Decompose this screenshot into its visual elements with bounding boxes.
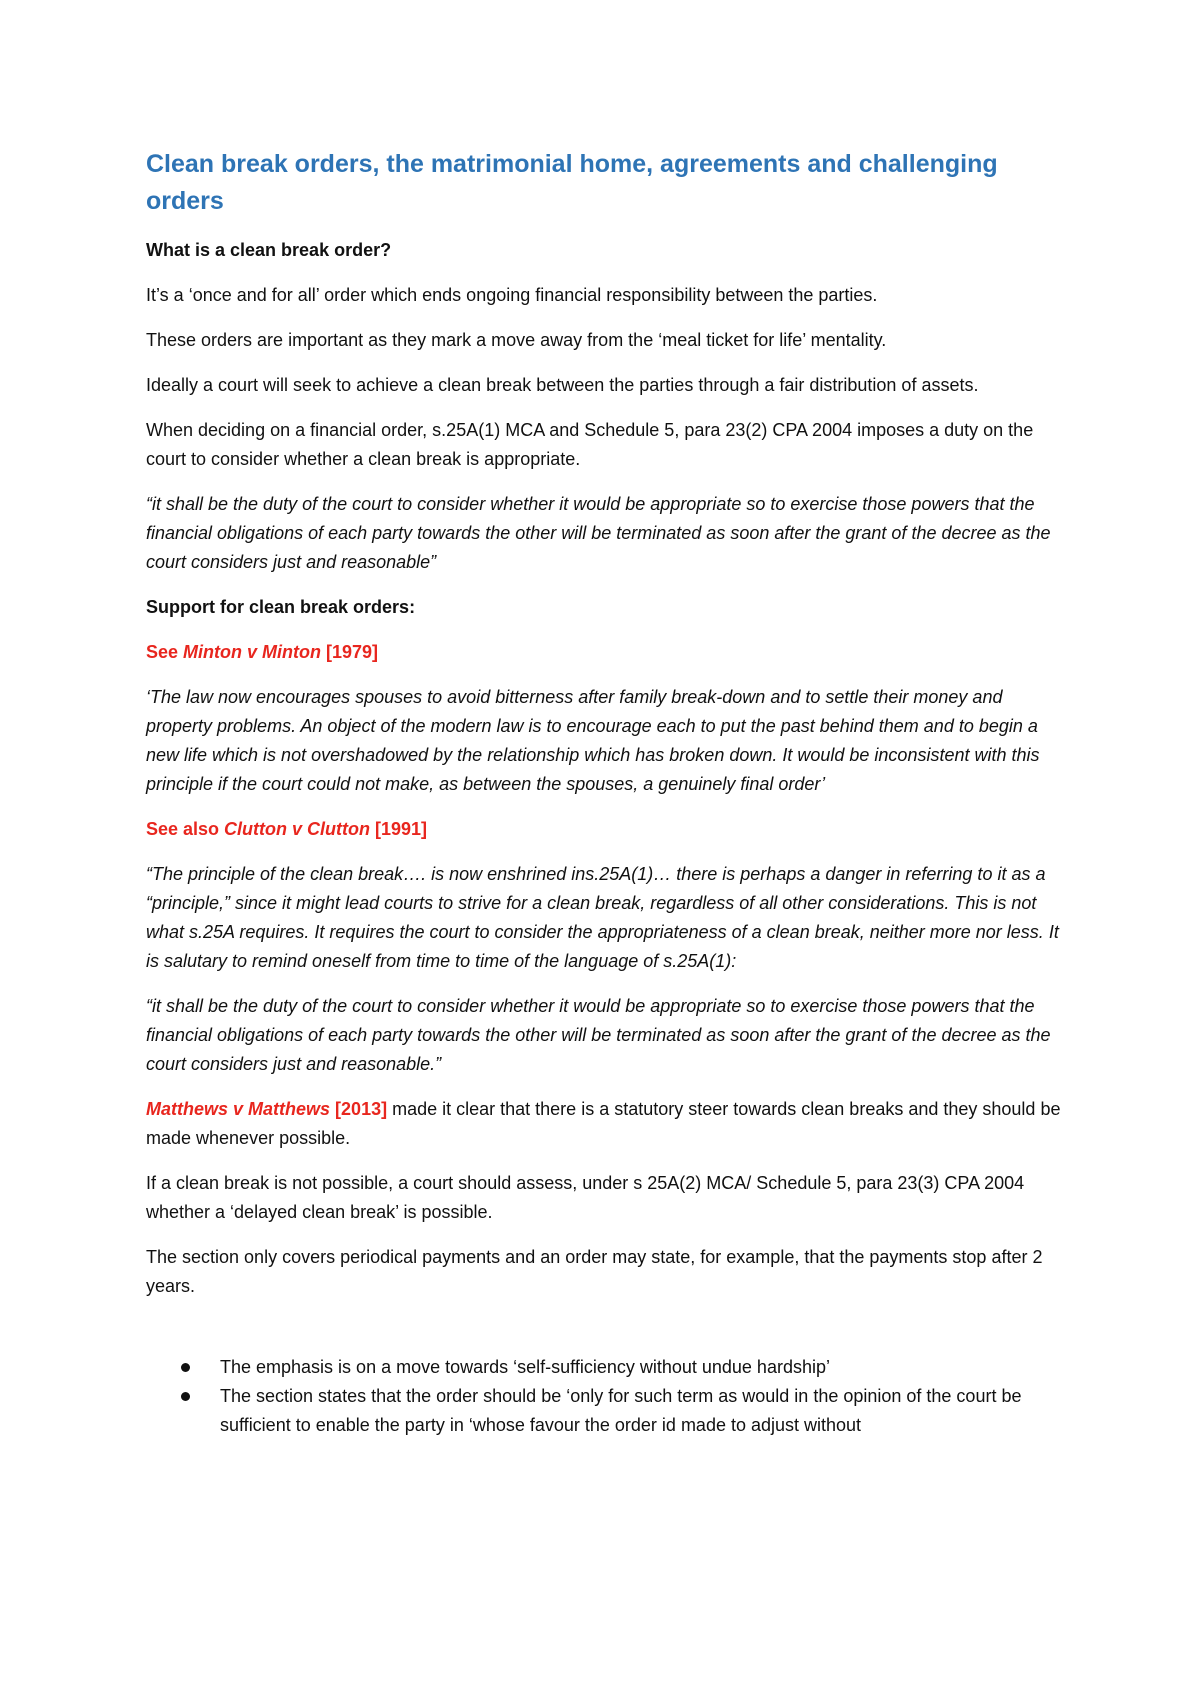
quote-minton: ‘The law now encourages spouses to avoid bitterness after family break-down and to settle their money and property problems. An object of the modern law is to encourage each to put the past behind them and to begin a new life which is not overshadowed by the relationship which has broken down. It would be inconsistent with this principle if the court could not make, as between the spouses, a genuinely final order’ xyxy=(146,687,1040,794)
paragraph-periodical-payments: The section only covers periodical payments and an order may state, for example, that the payments stop after 2 years. xyxy=(146,1247,1043,1296)
paragraph-statutory-duty: When deciding on a financial order, s.25A(1) MCA and Schedule 5, para 23(2) CPA 2004 imposes a duty on the court to consider whether a clean break is appropriate. xyxy=(146,420,1034,469)
case-name: Clutton v Clutton xyxy=(224,819,371,839)
bullet-item xyxy=(220,1382,1066,1440)
paragraph-ideal-court: Ideally a court will seek to achieve a clean break between the parties through a fair distribution of assets. xyxy=(146,375,979,395)
document-body xyxy=(146,146,1066,1440)
case-name-matthews: Matthews v Matthews xyxy=(146,1099,331,1119)
paragraph-matthews-text: made it clear that there is a statutory steer towards clean breaks and they should be made whenever possible. xyxy=(146,1099,1061,1148)
case-prefix: See also xyxy=(146,819,225,839)
paragraph-definition: It’s a ‘once and for all’ order which ends ongoing financial responsibility between the parties. xyxy=(146,285,878,305)
heading-what-is-clean-break: What is a clean break order? xyxy=(146,240,392,260)
bullet-item xyxy=(220,1353,1066,1382)
case-year-matthews: [2013] xyxy=(330,1099,388,1119)
paragraph-matthews xyxy=(146,1095,1066,1153)
case-year: [1991] xyxy=(370,819,428,839)
case-year: [1979] xyxy=(321,642,379,662)
case-name: Minton v Minton xyxy=(183,642,321,662)
bullet-icon xyxy=(181,1363,190,1372)
paragraph-delayed-clean-break: If a clean break is not possible, a court should assess, under s 25A(2) MCA/ Schedule 5, para 23(3) CPA 2004 whether a ‘delayed clean break’ is possible. xyxy=(146,1173,1025,1222)
quote-statute-1: “it shall be the duty of the court to consider whether it would be appropriate so to exercise those powers that the financial obligations of each party towards the other will be terminated as soon after the grant of the decree as the court considers just and reasonable” xyxy=(146,494,1051,572)
case-heading-clutton xyxy=(146,815,1066,844)
bullet-icon xyxy=(181,1392,190,1401)
quote-clutton: “The principle of the clean break…. is now enshrined ins.25A(1)… there is perhaps a danger in referring to it as a “principle,” since it might lead courts to strive for a clean break, regardless of all other considerations. This is not what s.25A requires. It requires the court to consider the appropriateness of a clean break, neither more nor less. It is salutary to remind oneself from time to time of the language of s.25A(1): xyxy=(146,864,1059,971)
heading-support: Support for clean break orders: xyxy=(146,597,416,617)
quote-statute-2: “it shall be the duty of the court to consider whether it would be appropriate so to exercise those powers that the financial obligations of each party towards the other will be terminated as soon after the grant of the decree as the court considers just and reasonable.” xyxy=(146,996,1051,1074)
case-heading-minton xyxy=(146,638,1066,667)
document-title: Clean break orders, the matrimonial home, agreements and challenging orders xyxy=(146,150,998,215)
paragraph-importance: These orders are important as they mark a move away from the ‘meal ticket for life’ mentality. xyxy=(146,330,887,350)
bullet-text: The emphasis is on a move towards ‘self-sufficiency without undue hardship’ xyxy=(220,1357,830,1377)
bullet-list xyxy=(146,1353,1066,1440)
bullet-text: The section states that the order should be ‘only for such term as would in the opinion of the court be sufficient to enable the party in ‘whose favour the order id made to adjust without xyxy=(220,1386,1022,1435)
case-prefix: See xyxy=(146,642,184,662)
